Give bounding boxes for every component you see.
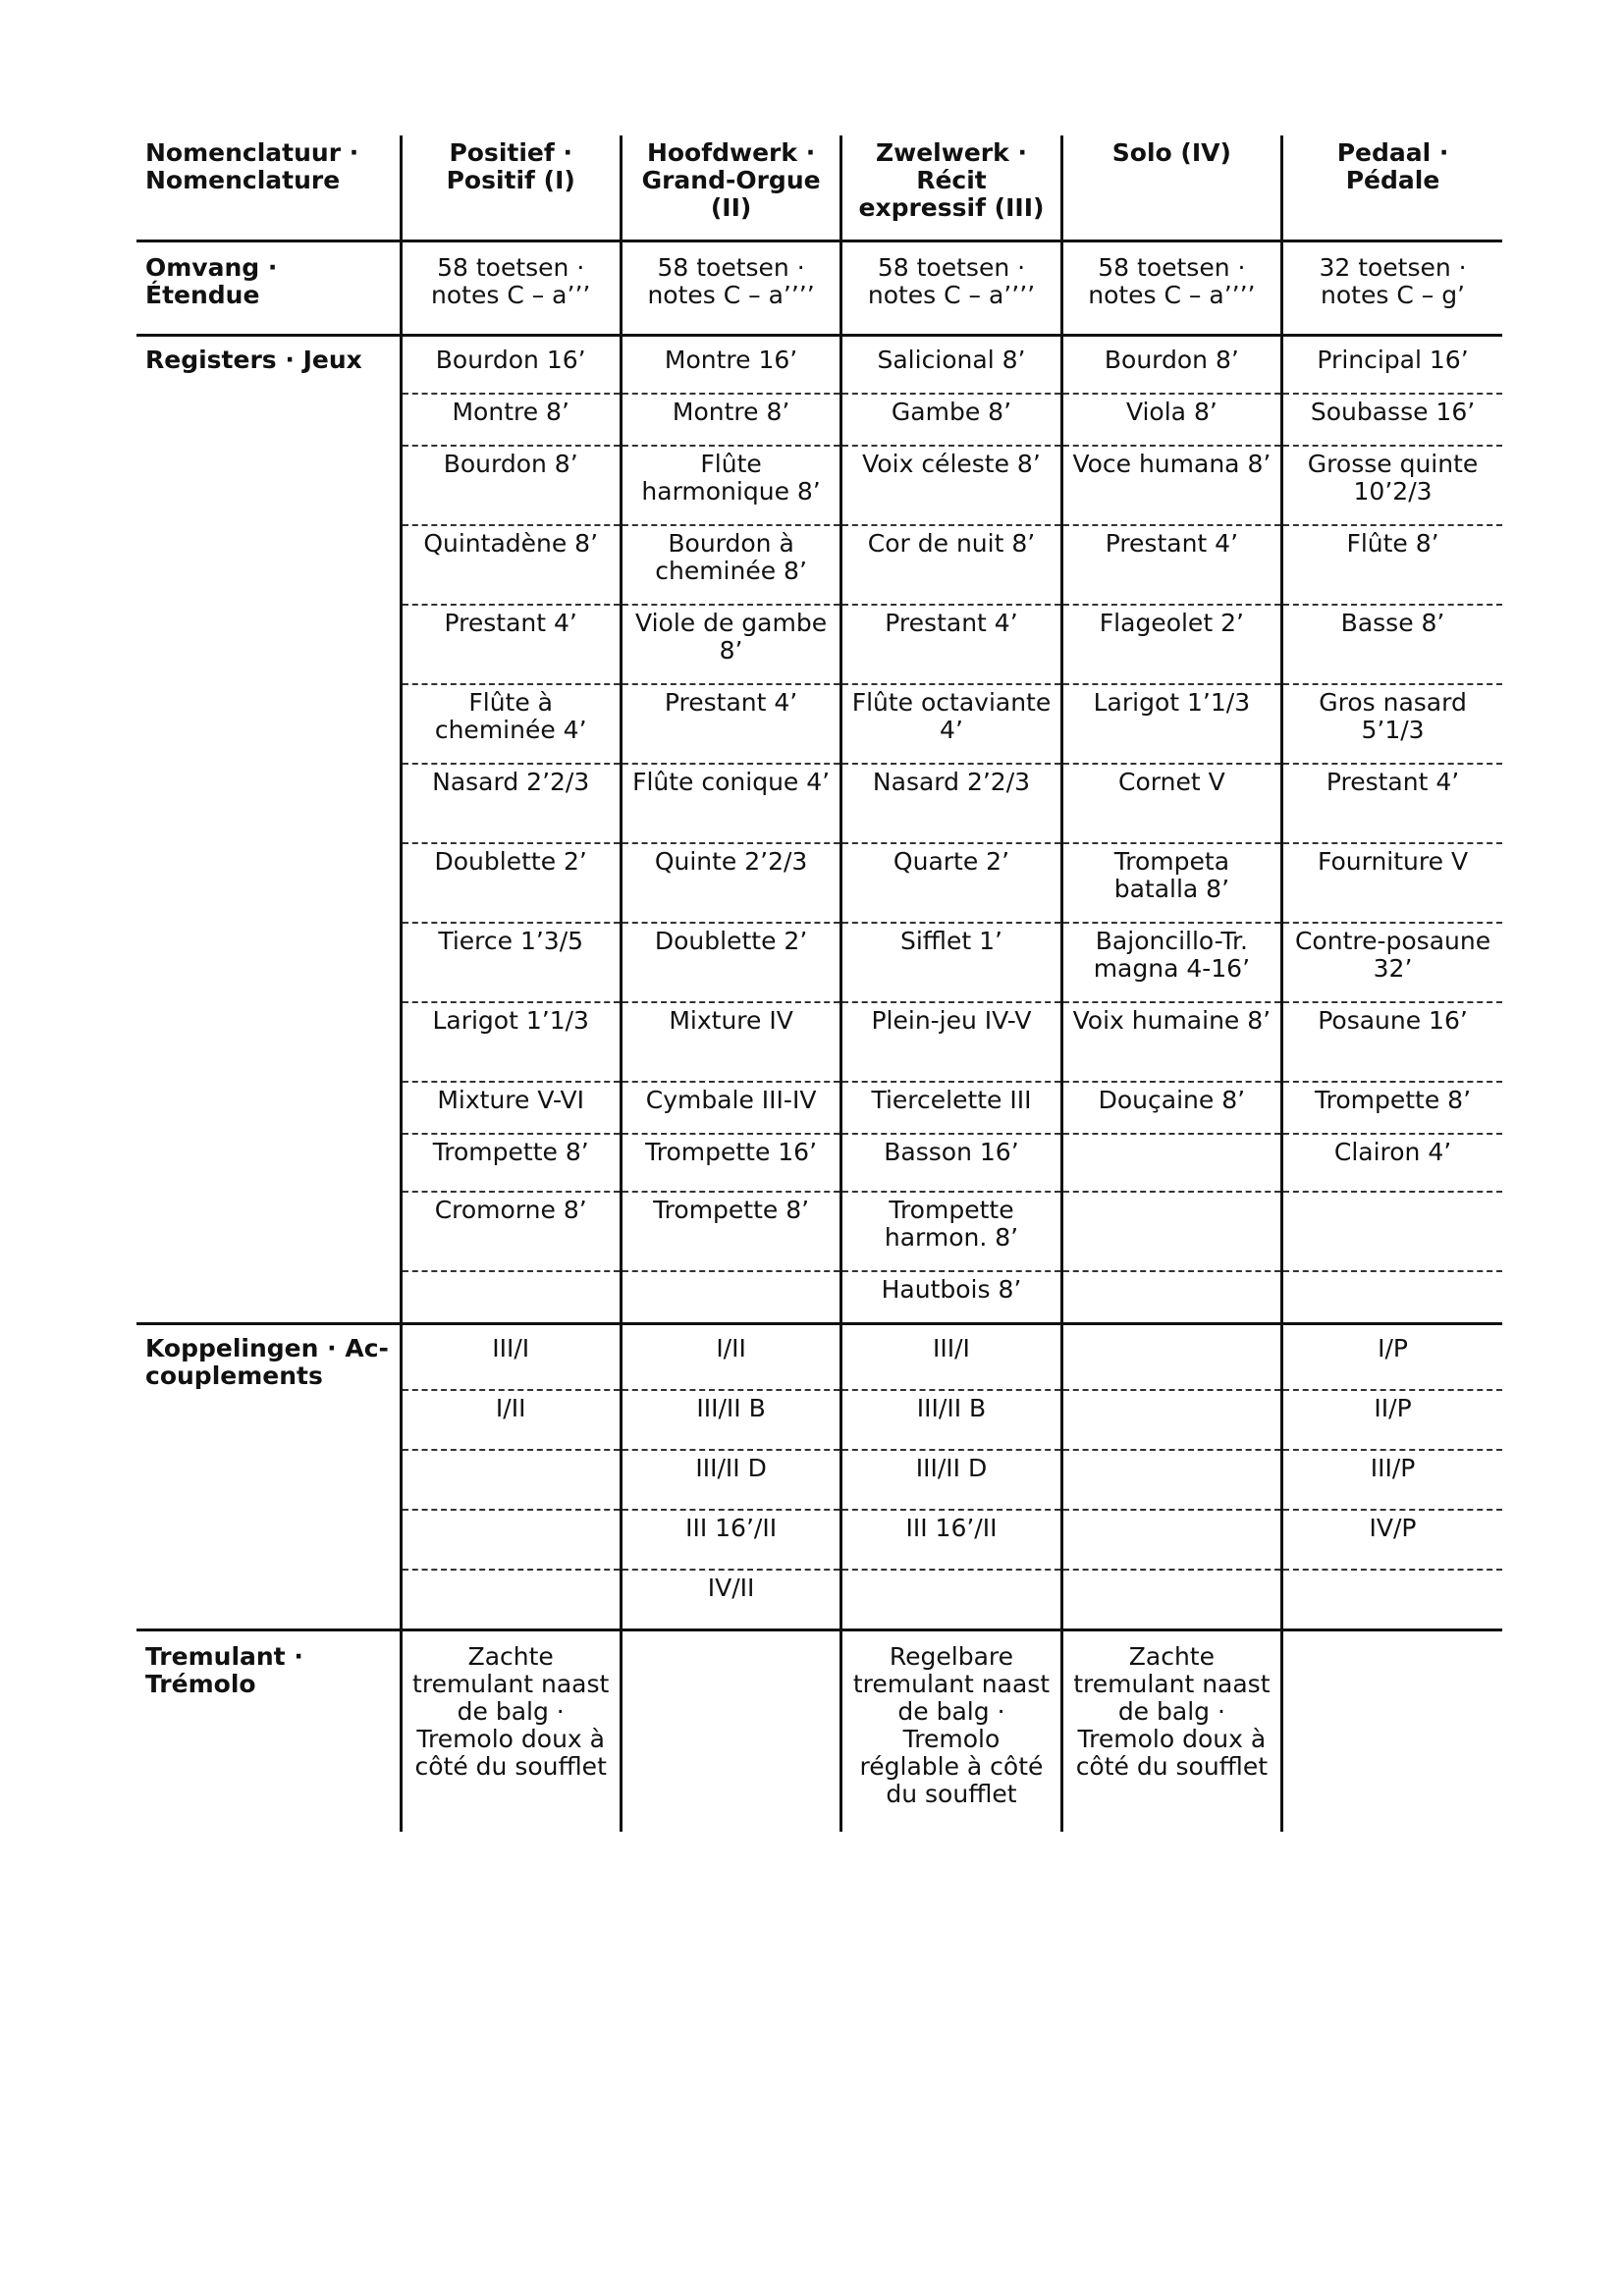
register-cell: Flûte octaviante 4’ <box>841 684 1061 764</box>
register-cell: Contre-posaune 32’ <box>1282 923 1502 1002</box>
coupler-cell: III/I <box>401 1324 621 1391</box>
header-zwelwerk: Zwelwerk · Récit expressif (III) <box>841 135 1061 241</box>
omvang-cell: 32 toetsen · notes C – g’ <box>1282 241 1502 336</box>
coupler-cell <box>841 1570 1061 1630</box>
register-cell: Trompeta batalla 8’ <box>1061 843 1281 923</box>
omvang-cell: 58 toetsen · notes C – a’’’ <box>401 241 621 336</box>
register-cell: Prestant 4’ <box>1282 764 1502 843</box>
register-cell: Bajoncillo-Tr. magna 4-16’ <box>1061 923 1281 1002</box>
register-cell <box>401 1271 621 1324</box>
omvang-cell: 58 toetsen · notes C – a’’’’ <box>841 241 1061 336</box>
register-cell: Cornet V <box>1061 764 1281 843</box>
register-cell: Trompette 8’ <box>621 1192 840 1271</box>
register-cell: Bourdon à cheminée 8’ <box>621 525 840 605</box>
tremulant-label: Tremulant · Trémolo <box>145 1642 303 1698</box>
register-cell: Tiercelette III <box>841 1082 1061 1134</box>
coupler-cell: III/II B <box>621 1390 840 1450</box>
register-cell: Prestant 4’ <box>841 605 1061 684</box>
header-solo: Solo (IV) <box>1061 135 1281 241</box>
coupler-cell <box>1282 1570 1502 1630</box>
coupler-cell <box>1061 1324 1281 1391</box>
coupler-cell: III/I <box>841 1324 1061 1391</box>
coupler-cell <box>1061 1390 1281 1450</box>
register-cell: Doublette 2’ <box>621 923 840 1002</box>
register-cell: Larigot 1’1/3 <box>401 1002 621 1082</box>
register-cell: Prestant 4’ <box>1061 525 1281 605</box>
register-cell: Bourdon 8’ <box>1061 336 1281 395</box>
register-cell: Cymbale III-IV <box>621 1082 840 1134</box>
omvang-row <box>136 241 1502 336</box>
register-cell <box>1061 1271 1281 1324</box>
register-cell: Montre 8’ <box>621 394 840 446</box>
header-hoofdwerk: Hoofdwerk · Grand-Orgue (II) <box>621 135 840 241</box>
register-cell: Quintadène 8’ <box>401 525 621 605</box>
register-cell: Viola 8’ <box>1061 394 1281 446</box>
tremulant-cell: Regelbare tremulant naast de balg · Tremolo réglable à côté du soufflet <box>841 1630 1061 1833</box>
register-cell: Clairon 4’ <box>1282 1134 1502 1192</box>
register-cell: Basson 16’ <box>841 1134 1061 1192</box>
coupler-cell <box>401 1450 621 1510</box>
registers-label: Registers · Jeux <box>136 336 401 1324</box>
register-cell: Voce humana 8’ <box>1061 446 1281 525</box>
register-cell: Gambe 8’ <box>841 394 1061 446</box>
register-cell: Flûte conique 4’ <box>621 764 840 843</box>
register-cell: Quarte 2’ <box>841 843 1061 923</box>
register-cell: Montre 16’ <box>621 336 840 395</box>
register-cell: Salicional 8’ <box>841 336 1061 395</box>
register-cell: Trompette 8’ <box>1282 1082 1502 1134</box>
register-cell: Trompette 8’ <box>401 1134 621 1192</box>
tremulant-cell: Zachte tremulant naast de balg · Tremolo doux à côté du soufflet <box>401 1630 621 1833</box>
omvang-cell: 58 toetsen · notes C – a’’’’ <box>621 241 840 336</box>
register-cell: Voix céleste 8’ <box>841 446 1061 525</box>
register-cell: Prestant 4’ <box>401 605 621 684</box>
register-cell: Flageolet 2’ <box>1061 605 1281 684</box>
coupler-cell <box>1061 1510 1281 1570</box>
register-row <box>136 336 1502 395</box>
coupler-cell: IV/II <box>621 1570 840 1630</box>
register-cell <box>1061 1192 1281 1271</box>
register-cell: Soubasse 16’ <box>1282 394 1502 446</box>
register-cell: Flûte harmonique 8’ <box>621 446 840 525</box>
coupler-cell: I/II <box>621 1324 840 1391</box>
register-cell: Larigot 1’1/3 <box>1061 684 1281 764</box>
coupler-row <box>136 1324 1502 1391</box>
register-cell: Bourdon 16’ <box>401 336 621 395</box>
register-cell: Mixture IV <box>621 1002 840 1082</box>
register-cell: Flûte 8’ <box>1282 525 1502 605</box>
register-cell: Trompette harmon. 8’ <box>841 1192 1061 1271</box>
register-cell: Gros nasard 5’1/3 <box>1282 684 1502 764</box>
omvang-label: Omvang · Étendue <box>136 241 401 336</box>
register-cell <box>621 1271 840 1324</box>
register-cell: Nasard 2’2/3 <box>841 764 1061 843</box>
register-cell: Sifflet 1’ <box>841 923 1061 1002</box>
tremulant-cell <box>621 1630 840 1833</box>
coupler-cell: III/II B <box>841 1390 1061 1450</box>
header-positief: Positief · Positif (I) <box>401 135 621 241</box>
coupler-cell: IV/P <box>1282 1510 1502 1570</box>
register-cell: Trompette 16’ <box>621 1134 840 1192</box>
register-cell: Plein-jeu IV-V <box>841 1002 1061 1082</box>
register-cell: Cromorne 8’ <box>401 1192 621 1271</box>
coupler-cell: III/II D <box>621 1450 840 1510</box>
coupler-cell <box>401 1510 621 1570</box>
register-cell: Flûte à cheminée 4’ <box>401 684 621 764</box>
header-pedaal: Pedaal · Pédale <box>1282 135 1502 241</box>
register-cell <box>1282 1192 1502 1271</box>
tremulant-row <box>136 1630 1502 1833</box>
register-cell: Douçaine 8’ <box>1061 1082 1281 1134</box>
coupler-cell: III 16’/II <box>621 1510 840 1570</box>
tremulant-cell <box>1282 1630 1502 1833</box>
register-cell <box>1061 1134 1281 1192</box>
header-nomenclature: Nomenclatuur · Nomenclature <box>136 135 401 241</box>
coupler-cell: II/P <box>1282 1390 1502 1450</box>
register-cell: Doublette 2’ <box>401 843 621 923</box>
register-cell: Tierce 1’3/5 <box>401 923 621 1002</box>
coupler-cell: III/II D <box>841 1450 1061 1510</box>
organ-specification-table <box>136 135 1502 1832</box>
register-cell: Montre 8’ <box>401 394 621 446</box>
coupler-cell <box>1061 1450 1281 1510</box>
register-cell: Cor de nuit 8’ <box>841 525 1061 605</box>
register-cell: Prestant 4’ <box>621 684 840 764</box>
register-cell: Voix humaine 8’ <box>1061 1002 1281 1082</box>
register-cell: Basse 8’ <box>1282 605 1502 684</box>
register-cell: Quinte 2’2/3 <box>621 843 840 923</box>
register-cell: Mixture V-VI <box>401 1082 621 1134</box>
register-cell: Hautbois 8’ <box>841 1271 1061 1324</box>
coupler-cell: I/II <box>401 1390 621 1450</box>
register-cell <box>1282 1271 1502 1324</box>
register-cell: Bourdon 8’ <box>401 446 621 525</box>
koppelingen-label: Koppelingen · Ac-couplements <box>136 1324 401 1630</box>
header-row <box>136 135 1502 241</box>
coupler-cell: III 16’/II <box>841 1510 1061 1570</box>
tremulant-cell: Zachte tremulant naast de balg · Tremolo doux à côté du soufflet <box>1061 1630 1281 1833</box>
register-cell: Principal 16’ <box>1282 336 1502 395</box>
register-cell: Grosse quinte 10’2/3 <box>1282 446 1502 525</box>
omvang-cell: 58 toetsen · notes C – a’’’’ <box>1061 241 1281 336</box>
coupler-cell <box>401 1570 621 1630</box>
register-cell: Fourniture V <box>1282 843 1502 923</box>
coupler-cell: III/P <box>1282 1450 1502 1510</box>
register-cell: Nasard 2’2/3 <box>401 764 621 843</box>
register-cell: Posaune 16’ <box>1282 1002 1502 1082</box>
coupler-cell <box>1061 1570 1281 1630</box>
coupler-cell: I/P <box>1282 1324 1502 1391</box>
register-cell: Viole de gambe 8’ <box>621 605 840 684</box>
